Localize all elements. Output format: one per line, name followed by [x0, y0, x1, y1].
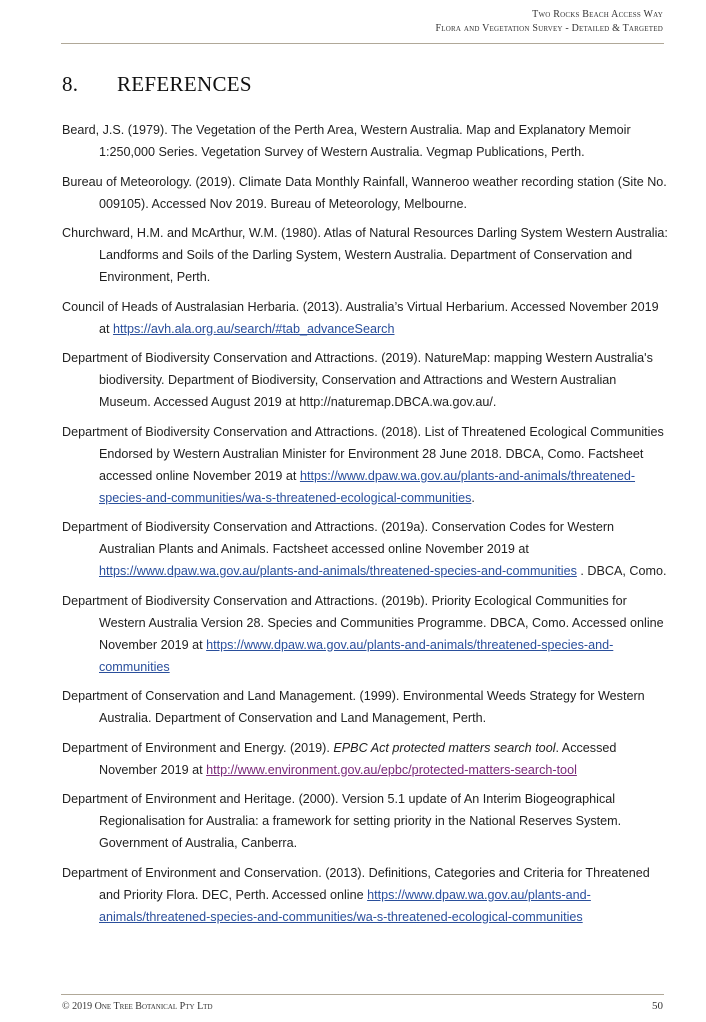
- footer-copyright: © 2019 One Tree Botanical Pty Ltd: [62, 1001, 213, 1012]
- reference-entry: [62, 685, 668, 729]
- section-title: REFERENCES: [117, 72, 252, 96]
- reference-text: Council of Heads of Australasian Herbaria. (2013). Australia’s Virtual Herbarium. Accessed November 2019 at: [62, 299, 659, 336]
- reference-text: Department of Environment and Conservation. (2013). Definitions, Categories and Criteria for Threatened and Priority Flora. DEC, Perth. Accessed online: [62, 865, 650, 902]
- running-header: [436, 8, 663, 36]
- reference-entry: [62, 516, 668, 582]
- footer-divider: [61, 994, 664, 995]
- reference-entry: [62, 222, 668, 288]
- reference-entry: [62, 788, 668, 854]
- reference-link[interactable]: http://www.environment.gov.au/epbc/protected-matters-search-tool: [206, 762, 577, 777]
- reference-entry: [62, 590, 668, 678]
- reference-text: Department of Biodiversity Conservation and Attractions. (2019a). Conservation Codes for Western Australian Plants and Animals. Factsheet accessed online November 2019 at: [62, 520, 615, 556]
- reference-text: Department of Biodiversity Conservation and Attractions. (2019b). Priority Ecological Communities for Western Australia Version 28. Species and Communities Programme. DBCA, Como. Accessed online November 2019 at: [62, 593, 664, 652]
- reference-text: Department of Biodiversity Conservation and Attractions. (2019). NatureMap: mapping Western Australia's biodiversity. Department of Biodiversity, Conservation and Attractions and Western Australian Museum. Accessed August 2019 at http://naturemap.DBCA.wa.gov.au/.: [62, 351, 653, 409]
- reference-entry: [62, 119, 668, 163]
- reference-link[interactable]: https://www.dpaw.wa.gov.au/plants-and-animals/threatened-species-and-communities/wa-s-threatened-ecological-communities: [99, 468, 636, 505]
- reference-text: Department of Conservation and Land Management. (1999). Environmental Weeds Strategy for Western Australia. Department of Conservation and Land Management, Perth.: [62, 689, 645, 725]
- header-divider: [61, 43, 664, 44]
- reference-link[interactable]: https://avh.ala.org.au/search/#tab_advanceSearch: [113, 321, 395, 336]
- reference-text: . DBCA, Como.: [576, 564, 667, 578]
- header-project-title: Two Rocks Beach Access Way: [532, 9, 663, 20]
- reference-text: Bureau of Meteorology. (2019). Climate Data Monthly Rainfall, Wanneroo weather recording station (Site No. 009105). Accessed Nov 2019. Bureau of Meteorology, Melbourne.: [62, 174, 667, 211]
- reference-title-italic: EPBC Act protected matters search tool: [333, 740, 556, 755]
- reference-entry: [62, 296, 668, 340]
- section-number: 8.: [62, 72, 79, 96]
- reference-entry: [62, 171, 668, 215]
- header-report-title: Flora and Vegetation Survey - Detailed & Targeted: [435, 23, 663, 34]
- reference-text: Department of Environment and Heritage. (2000). Version 5.1 update of An Interim Biogeographical Regionalisation for Australia: a framework for setting priority in the National Reserves System. Government of Australia, Canberra.: [62, 792, 622, 850]
- reference-text: Beard, J.S. (1979). The Vegetation of the Perth Area, Western Australia. Map and Explanatory Memoir 1:250,000 Series. Vegetation Survey of Western Australia. Vegmap Publications, Perth.: [62, 123, 631, 159]
- reference-link[interactable]: https://www.dpaw.wa.gov.au/plants-and-animals/threatened-species-and-communities: [99, 564, 577, 578]
- reference-text: .: [471, 490, 475, 505]
- reference-list: [62, 119, 668, 935]
- reference-text: Department of Biodiversity Conservation and Attractions. (2018). List of Threatened Ecological Communities Endorsed by Western Australian Minister for Environment 28 June 2018. DBCA, Como. Factsheet accessed online November 2019 at: [62, 424, 664, 483]
- reference-entry: [62, 737, 668, 781]
- reference-text: Churchward, H.M. and McArthur, W.M. (1980). Atlas of Natural Resources Darling System Western Australia: Landforms and Soils of the Darling System, Western Australia. Department of Conservation and Environment, Perth.: [62, 226, 668, 284]
- reference-link[interactable]: https://www.dpaw.wa.gov.au/plants-and-animals/threatened-species-and-communities: [99, 637, 614, 674]
- reference-text: . Accessed November 2019 at: [99, 740, 617, 777]
- reference-link[interactable]: https://www.dpaw.wa.gov.au/plants-and-animals/threatened-species-and-communities/wa-s-threatened-ecological-communities: [99, 887, 591, 924]
- reference-text: Department of Environment and Energy. (2019).: [62, 740, 334, 755]
- page-number: 50: [652, 1000, 663, 1012]
- section-heading: [62, 72, 252, 97]
- reference-entry: [62, 347, 668, 413]
- reference-entry: [62, 421, 668, 509]
- reference-entry: [62, 862, 668, 928]
